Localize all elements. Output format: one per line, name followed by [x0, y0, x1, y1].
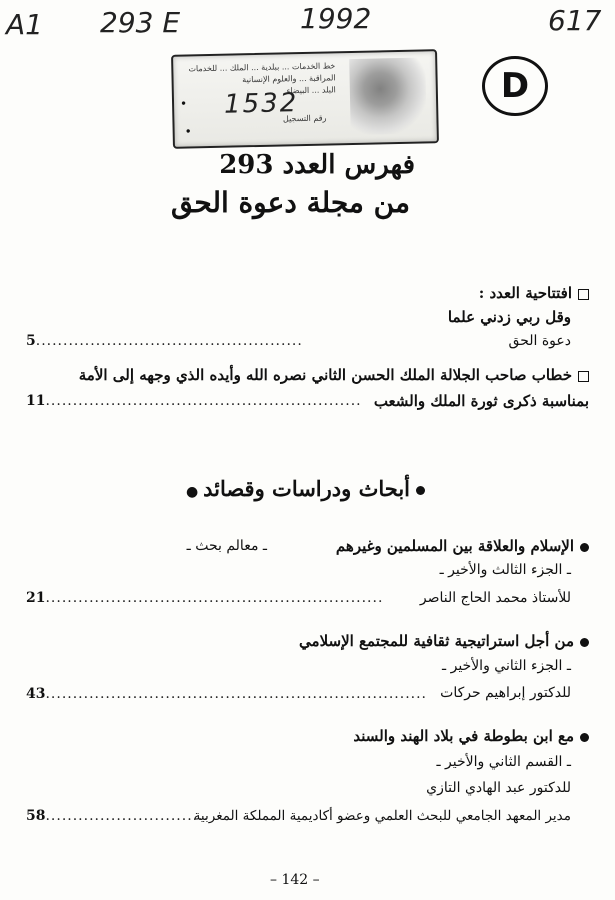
bullet-icon: [416, 486, 425, 495]
stamp-label: رقم التسجيل: [282, 113, 327, 124]
article-3-title: مع ابن بطوطة في بلاد الهند والسند: [353, 727, 589, 745]
article-1-note: ـ معالم بحث ـ: [186, 538, 267, 554]
article-2-part: ـ الجزء الثاني والأخير ـ: [442, 658, 571, 674]
article-3-author-role: مدير المعهد الجامعي للبحث العلمي وعضو أكاديمية المملكة المغربية: [193, 808, 571, 824]
bullet-icon: [580, 733, 589, 742]
stamp-line-1: خط الخدمات ... ببلدية ... الملك ... للخدمات: [188, 61, 336, 74]
stamp-registration-number: 1532: [223, 88, 299, 120]
article-2-author: للدكتور إبراهيم حركات: [440, 685, 571, 701]
article-3-part: ـ القسم الثاني والأخير ـ: [436, 754, 571, 770]
page-subtitle: من مجلة دعوة الحق: [171, 186, 410, 219]
category-badge: D: [482, 56, 548, 116]
handwritten-code-top-right: 617: [548, 4, 602, 37]
toc-entry-speech-subtitle: بمناسبة ذكرى ثورة الملك والشعب: [373, 392, 589, 410]
toc-leader: 5.................................................: [26, 333, 303, 349]
page-title: فهرس العدد 293: [219, 150, 415, 180]
handwritten-code-top-left: A1: [6, 8, 43, 41]
toc-leader: 21..............................................................: [26, 590, 384, 606]
stamp-seal-icon: [349, 57, 427, 135]
article-1-part: ـ الجزء الثالث والأخير ـ: [439, 562, 571, 578]
section-heading: أبحاث ودراسات وقصائد ●: [186, 476, 425, 501]
toc-entry-editorial-title: وقل ربي زدني علما: [447, 308, 571, 326]
article-1-title: الإسلام والعلاقة بين المسلمين وغيرهم: [336, 537, 589, 555]
bullet-icon: [580, 638, 589, 647]
stamp-mark-icon: •: [184, 124, 192, 139]
stamp-mark-icon: •: [179, 96, 188, 111]
handwritten-issue-code: 293 E: [100, 6, 181, 39]
page-number: – 142 –: [270, 872, 320, 888]
toc-leader: 43......................................................................: [26, 686, 427, 702]
page-ref: 21: [26, 590, 46, 606]
page-ref: 43: [26, 686, 46, 702]
toc-leader: 11..........................................................: [26, 393, 362, 409]
article-3-author: للدكتور عبد الهادي التازي: [426, 780, 571, 796]
bullet-icon: [580, 543, 589, 552]
toc-entry-editorial-heading: افتتاحية العدد :: [479, 284, 589, 302]
toc-entry-speech-heading: خطاب صاحب الجلالة الملك الحسن الثاني نصره الله وأيده الذي وجهه إلى الأمة: [79, 366, 589, 384]
article-2-title: من أجل استراتيجية ثقافية للمجتمع الإسلامي: [299, 632, 589, 650]
stamp-line-3: البلد ... البيضاء: [286, 85, 336, 96]
page-ref: 5: [26, 333, 36, 349]
page-ref: 58: [26, 808, 46, 824]
checkbox-square-icon: [578, 371, 589, 382]
page-ref: 11: [26, 393, 46, 409]
article-1-author: للأستاذ محمد الحاج الناصر: [419, 590, 571, 606]
handwritten-year: 1992: [300, 2, 372, 35]
stamp-line-2: المراقبة ... والعلوم الإنسانية: [242, 73, 336, 85]
toc-leader: 58..............................: [26, 808, 209, 824]
library-stamp: [171, 49, 439, 149]
checkbox-square-icon: [578, 289, 589, 300]
toc-entry-editorial-author: دعوة الحق: [508, 333, 571, 349]
